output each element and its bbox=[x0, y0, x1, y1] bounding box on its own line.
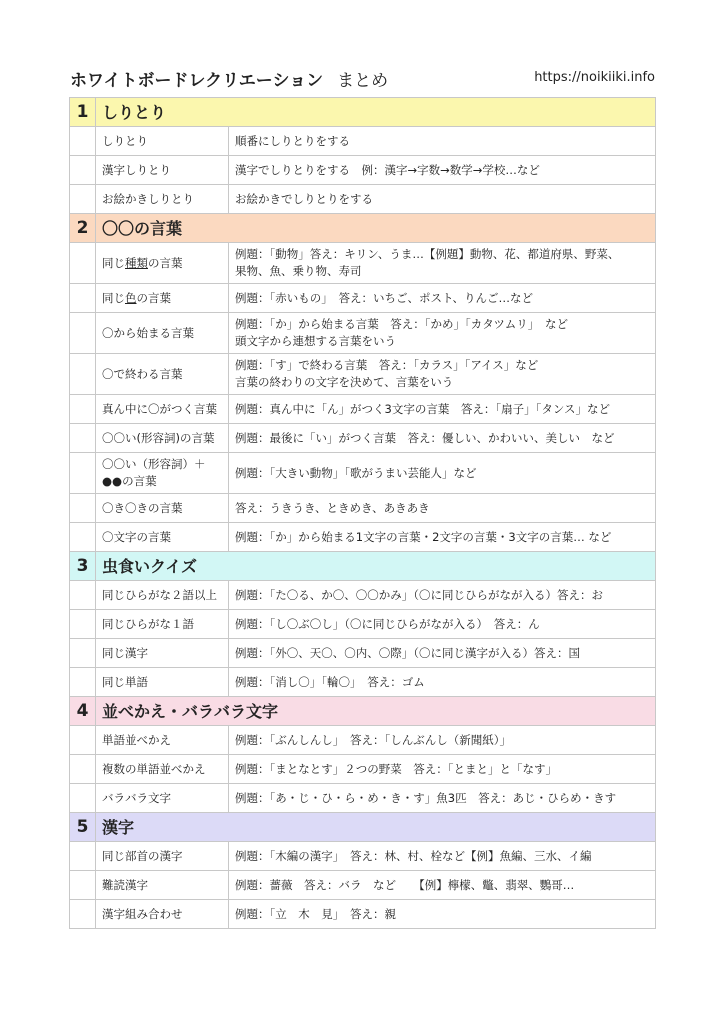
description-line: 言葉の終わりの文字を決めて、言葉をいう bbox=[235, 375, 454, 389]
section-title: しりとり bbox=[96, 98, 656, 127]
game-name-cell: 〇き〇きの言葉 bbox=[96, 494, 229, 523]
row-index-cell bbox=[70, 784, 96, 813]
table-row bbox=[70, 842, 656, 871]
game-name-line: 〇〇い（形容詞）＋ bbox=[102, 457, 206, 471]
table-row bbox=[70, 424, 656, 453]
game-name-emphasis: 種類 bbox=[125, 255, 148, 270]
description-cell bbox=[229, 581, 656, 610]
page-header bbox=[70, 66, 655, 94]
row-index-cell bbox=[70, 395, 96, 424]
description-line: 答え：うきうき、ときめき、あきあき bbox=[235, 500, 430, 515]
description-cell bbox=[229, 726, 656, 755]
description-line: お絵かきでしりとりをする bbox=[235, 191, 373, 206]
table-row bbox=[70, 871, 656, 900]
game-name-cell: 〇から始まる言葉 bbox=[96, 313, 229, 354]
table-row bbox=[70, 453, 656, 494]
description-line: 例題：「か」から始まる言葉 答え：「かめ」「カタツムリ」 など bbox=[235, 317, 569, 331]
game-name-cell: 複数の単語並べかえ bbox=[96, 755, 229, 784]
description-line: 漢字でしりとりをする 例：漢字→字数→数学→学校…など bbox=[235, 162, 540, 177]
table-row bbox=[70, 581, 656, 610]
row-index-cell bbox=[70, 755, 96, 784]
description-cell bbox=[229, 842, 656, 871]
row-index-cell bbox=[70, 424, 96, 453]
description-line: 例題：「赤いもの」 答え：いちご、ポスト、りんご…など bbox=[235, 290, 533, 305]
table-row bbox=[70, 900, 656, 929]
description-line: 例題：「た〇る、か〇、〇〇かみ」（〇に同じひらがなが入る）答え：お bbox=[235, 587, 603, 602]
description-cell bbox=[229, 871, 656, 900]
game-name-cell: バラバラ文字 bbox=[96, 784, 229, 813]
table-row bbox=[70, 243, 656, 284]
table-row bbox=[70, 494, 656, 523]
game-name-cell: 漢字組み合わせ bbox=[96, 900, 229, 929]
section-number: 4 bbox=[70, 697, 96, 726]
section-header bbox=[70, 697, 656, 726]
page-title-main: ホワイトボードレクリエーション bbox=[70, 71, 324, 91]
summary-table-body bbox=[70, 98, 656, 929]
description-line: 果物、魚、乗り物、寿司 bbox=[235, 264, 362, 278]
table-row bbox=[70, 156, 656, 185]
section-title: 漢字 bbox=[96, 813, 656, 842]
game-name-suffix: の言葉 bbox=[136, 290, 171, 305]
game-name-cell bbox=[96, 243, 229, 284]
description-line: 例題：「し〇ぶ〇し」（〇に同じひらがなが入る） 答え：ん bbox=[235, 616, 540, 631]
table-row bbox=[70, 755, 656, 784]
game-name-cell: 同じひらがな２語以上 bbox=[96, 581, 229, 610]
game-name-suffix: の言葉 bbox=[148, 255, 183, 270]
table-row bbox=[70, 354, 656, 395]
table-row bbox=[70, 313, 656, 354]
table-row bbox=[70, 784, 656, 813]
section-number: 3 bbox=[70, 552, 96, 581]
table-row bbox=[70, 284, 656, 313]
game-name-cell: 同じ単語 bbox=[96, 668, 229, 697]
page-subtitle: まとめ bbox=[337, 71, 389, 91]
game-name-cell: 難読漢字 bbox=[96, 871, 229, 900]
row-index-cell bbox=[70, 871, 96, 900]
row-index-cell bbox=[70, 243, 96, 284]
row-index-cell bbox=[70, 610, 96, 639]
description-line: 頭文字から連想する言葉をいう bbox=[235, 334, 396, 348]
row-index-cell bbox=[70, 639, 96, 668]
row-index-cell bbox=[70, 127, 96, 156]
section-number: 1 bbox=[70, 98, 96, 127]
section-number: 5 bbox=[70, 813, 96, 842]
section-header bbox=[70, 552, 656, 581]
game-name-cell: 〇文字の言葉 bbox=[96, 523, 229, 552]
description-cell bbox=[229, 424, 656, 453]
game-name-cell bbox=[96, 284, 229, 313]
table-row bbox=[70, 523, 656, 552]
description-cell bbox=[229, 900, 656, 929]
description-cell bbox=[229, 284, 656, 313]
game-name-cell bbox=[96, 453, 229, 494]
game-name-cell: しりとり bbox=[96, 127, 229, 156]
description-cell bbox=[229, 610, 656, 639]
description-cell bbox=[229, 354, 656, 395]
site-url: https://noikiiki.info bbox=[534, 70, 655, 85]
table-row bbox=[70, 668, 656, 697]
section-header bbox=[70, 214, 656, 243]
description-cell bbox=[229, 243, 656, 284]
description-cell bbox=[229, 755, 656, 784]
description-line: 例題：「木編の漢字」 答え：林、村、栓など【例】魚編、三水、イ編 bbox=[235, 848, 592, 863]
section-header bbox=[70, 813, 656, 842]
game-name-emphasis: 色 bbox=[125, 290, 137, 305]
row-index-cell bbox=[70, 354, 96, 395]
description-line: 例題：「大きい動物」「歌がうまい芸能人」など bbox=[235, 465, 477, 480]
row-index-cell bbox=[70, 185, 96, 214]
description-line: 例題：「か」から始まる1文字の言葉・2文字の言葉・3文字の言葉… など bbox=[235, 529, 612, 544]
description-cell bbox=[229, 156, 656, 185]
game-name-cell: 単語並べかえ bbox=[96, 726, 229, 755]
row-index-cell bbox=[70, 523, 96, 552]
description-line: 例題：「消し〇」「輪〇」 答え：ゴム bbox=[235, 674, 425, 689]
row-index-cell bbox=[70, 900, 96, 929]
row-index-cell bbox=[70, 726, 96, 755]
table-row bbox=[70, 395, 656, 424]
description-line: 例題：「す」で終わる言葉 答え：「カラス」「アイス」など bbox=[235, 358, 539, 372]
game-name-prefix: 同じ bbox=[102, 255, 125, 270]
game-name-cell: 〇で終わる言葉 bbox=[96, 354, 229, 395]
description-cell bbox=[229, 494, 656, 523]
page-title bbox=[70, 66, 388, 91]
game-name-prefix: 同じ bbox=[102, 290, 125, 305]
game-name-cell: お絵かきしりとり bbox=[96, 185, 229, 214]
row-index-cell bbox=[70, 668, 96, 697]
table-row bbox=[70, 726, 656, 755]
row-index-cell bbox=[70, 581, 96, 610]
table-row bbox=[70, 185, 656, 214]
game-name-cell: 〇〇い(形容詞)の言葉 bbox=[96, 424, 229, 453]
description-line: 例題：「あ・じ・ひ・ら・め・き・す」魚3匹 答え：あじ・ひらめ・きす bbox=[235, 790, 617, 805]
description-line: 順番にしりとりをする bbox=[235, 133, 350, 148]
game-name-cell: 同じ漢字 bbox=[96, 639, 229, 668]
description-cell bbox=[229, 453, 656, 494]
description-cell bbox=[229, 313, 656, 354]
game-name-cell: 真ん中に〇がつく言葉 bbox=[96, 395, 229, 424]
description-line: 例題：「ぶんしんし」 答え：「しんぶんし（新聞紙）」 bbox=[235, 732, 511, 747]
row-index-cell bbox=[70, 313, 96, 354]
description-cell bbox=[229, 784, 656, 813]
table-row bbox=[70, 127, 656, 156]
section-title: 〇〇の言葉 bbox=[96, 214, 656, 243]
description-cell bbox=[229, 127, 656, 156]
description-cell bbox=[229, 185, 656, 214]
description-line: 例題：薔薇 答え：バラ など 【例】檸檬、鼈、翡翠、鸚哥… bbox=[235, 877, 575, 892]
row-index-cell bbox=[70, 156, 96, 185]
row-index-cell bbox=[70, 453, 96, 494]
section-header bbox=[70, 98, 656, 127]
description-line: 例題：真ん中に「ん」がつく3文字の言葉 答え：「扇子」「タンス」など bbox=[235, 401, 610, 416]
row-index-cell bbox=[70, 842, 96, 871]
summary-table bbox=[69, 97, 656, 929]
description-line: 例題：「まとなとす」２つの野菜 答え：「とまと」と「なす」 bbox=[235, 761, 557, 776]
section-number: 2 bbox=[70, 214, 96, 243]
game-name-line: ●●の言葉 bbox=[102, 474, 157, 488]
description-cell bbox=[229, 395, 656, 424]
description-line: 例題：「外〇、天〇、〇内、〇際」（〇に同じ漢字が入る）答え：国 bbox=[235, 645, 580, 660]
section-title: 並べかえ・バラバラ文字 bbox=[96, 697, 656, 726]
game-name-cell: 漢字しりとり bbox=[96, 156, 229, 185]
description-line: 例題：「立 木 見」 答え：親 bbox=[235, 906, 396, 921]
section-title: 虫食いクイズ bbox=[96, 552, 656, 581]
description-cell bbox=[229, 523, 656, 552]
game-name-cell: 同じ部首の漢字 bbox=[96, 842, 229, 871]
row-index-cell bbox=[70, 284, 96, 313]
game-name-cell: 同じひらがな１語 bbox=[96, 610, 229, 639]
description-line: 例題：最後に「い」がつく言葉 答え：優しい、かわいい、美しい など bbox=[235, 430, 615, 445]
description-cell bbox=[229, 639, 656, 668]
table-row bbox=[70, 610, 656, 639]
description-cell bbox=[229, 668, 656, 697]
row-index-cell bbox=[70, 494, 96, 523]
table-row bbox=[70, 639, 656, 668]
description-line: 例題：「動物」答え：キリン、うま…【例題】動物、花、都道府県、野菜、 bbox=[235, 247, 620, 261]
